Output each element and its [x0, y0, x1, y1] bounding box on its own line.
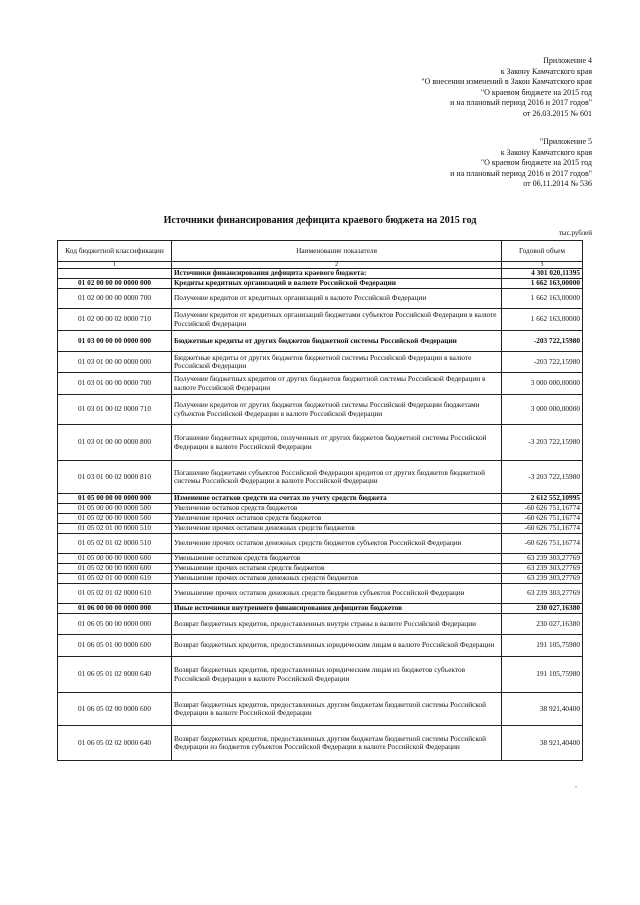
row-name: Получение кредитов от других бюджетов бюджетной системы Российской Федерации бюджетами субъектов Российской Федерации в валюте Российской Федерации	[172, 395, 502, 425]
row-name: Уменьшение прочих остатков средств бюджетов	[172, 564, 502, 574]
row-code: 01 03 01 00 00 0000 700	[58, 373, 172, 395]
appendix-header-old	[450, 137, 592, 190]
financing-sources-table	[57, 240, 583, 761]
table-row	[58, 604, 583, 614]
header-line: к Закону Камчатского края	[500, 66, 592, 76]
column-number-1: 1	[58, 262, 172, 269]
row-value: -203 722,15980	[502, 331, 583, 352]
header-line: "О краевом бюджете на 2015 год	[480, 87, 592, 97]
row-name: Уменьшение остатков средств бюджетов	[172, 554, 502, 564]
table-row	[58, 635, 583, 657]
row-value: -60 626 751,16774	[502, 524, 583, 534]
table-row	[58, 461, 583, 494]
row-name: Погашение бюджетных кредитов, полученных от других бюджетов бюджетной системы Российской Федерации в валюте Российской Федерации	[172, 425, 502, 461]
row-code: 01 06 05 02 00 0000 600	[58, 693, 172, 726]
row-value: 230 027,16380	[502, 604, 583, 614]
row-code: 01 05 02 01 00 0000 510	[58, 524, 172, 534]
row-code: 01 05 00 00 00 0000 600	[58, 554, 172, 564]
row-value: 1 662 163,00000	[502, 289, 583, 309]
table-row	[58, 289, 583, 309]
row-value: 63 239 303,27769	[502, 554, 583, 564]
row-code: 01 05 02 01 02 0000 510	[58, 534, 172, 554]
row-value: 63 239 303,27769	[502, 584, 583, 604]
row-code: 01 05 02 01 00 0000 610	[58, 574, 172, 584]
table-row	[58, 279, 583, 289]
table-row	[58, 269, 583, 279]
row-code: 01 05 02 00 00 0000 500	[58, 514, 172, 524]
row-name: Возврат бюджетных кредитов, предоставленных юридическим лицам из бюджетов субъектов Российской Федерации в валюте Российской Федерации	[172, 657, 502, 693]
row-name: Получение бюджетных кредитов от других бюджетов бюджетной системы Российской Федерации в валюте Российской Федерации	[172, 373, 502, 395]
table-row	[58, 554, 583, 564]
table-row	[58, 395, 583, 425]
row-code: 01 03 01 00 00 0000 000	[58, 352, 172, 373]
table-row	[58, 574, 583, 584]
header-line: от 06.11.2014 № 536	[523, 179, 592, 189]
row-name: Бюджетные кредиты от других бюджетов бюджетной системы Российской Федерации	[172, 331, 502, 352]
row-value: 3 000 000,00000	[502, 373, 583, 395]
row-code: 01 06 05 02 02 0000 640	[58, 726, 172, 761]
row-value: 2 612 552,10995	[502, 494, 583, 504]
row-code: 01 03 01 00 02 0000 810	[58, 461, 172, 494]
row-name: Увеличение прочих остатков денежных средств бюджетов	[172, 524, 502, 534]
table-row	[58, 514, 583, 524]
row-value: -60 626 751,16774	[502, 504, 583, 514]
column-header-value: Годовой объем	[502, 241, 583, 262]
row-value: 38 921,40400	[502, 726, 583, 761]
row-name: Возврат бюджетных кредитов, предоставленных внутри страны в валюте Российской Федерации	[172, 614, 502, 635]
row-name: Увеличение прочих остатков денежных средств бюджетов субъектов Российской Федерации	[172, 534, 502, 554]
unit-note: тыс.рублей	[558, 229, 592, 237]
header-line: "О внесении изменений в Закон Камчатского края	[421, 77, 592, 87]
row-name: Получение кредитов от кредитных организаций бюджетами субъектов Российской Федерации в валюте Российской Федерации	[172, 309, 502, 331]
header-line: и на плановый период 2016 и 2017 годов"	[450, 98, 592, 108]
row-value: 191 105,75980	[502, 635, 583, 657]
row-value: 1 662 163,00000	[502, 279, 583, 289]
row-name: Иные источники внутреннего финансирования дефицитов бюджетов	[172, 604, 502, 614]
row-code: 01 06 05 01 00 0000 600	[58, 635, 172, 657]
row-value: 63 239 303,27769	[502, 564, 583, 574]
table-row	[58, 494, 583, 504]
row-value: -60 626 751,16774	[502, 514, 583, 524]
header-line: "Приложение 5	[539, 137, 592, 146]
row-code: 01 03 00 00 00 0000 000	[58, 331, 172, 352]
row-code: 01 03 01 00 00 0000 800	[58, 425, 172, 461]
row-value: 63 239 303,27769	[502, 574, 583, 584]
row-code: 01 05 00 00 00 0000 500	[58, 504, 172, 514]
row-value: 38 921,40400	[502, 693, 583, 726]
table-row	[58, 309, 583, 331]
row-code: 01 06 00 00 00 0000 000	[58, 604, 172, 614]
row-code	[58, 269, 172, 279]
appendix-header-new	[421, 56, 592, 120]
row-name: Погашение бюджетами субъектов Российской Федерации кредитов от других бюджетов бюджетной системы Российской Федерации в валюте Российской Федерации	[172, 461, 502, 494]
row-value: -3 203 722,15980	[502, 425, 583, 461]
table-row	[58, 504, 583, 514]
table-row	[58, 564, 583, 574]
row-value: 191 105,75980	[502, 657, 583, 693]
table-row	[58, 425, 583, 461]
row-name: Возврат бюджетных кредитов, предоставленных другим бюджетам бюджетной системы Российской Федерации в валюте Российской Федерации	[172, 693, 502, 726]
header-line: "О краевом бюджете на 2015 год	[480, 158, 592, 168]
row-name: Уменьшение прочих остатков денежных средств бюджетов	[172, 574, 502, 584]
row-code: 01 02 00 00 02 0000 710	[58, 309, 172, 331]
row-name: Уменьшение прочих остатков денежных средств бюджетов субъектов Российской Федерации	[172, 584, 502, 604]
row-code: 01 03 01 00 02 0000 710	[58, 395, 172, 425]
row-name: Увеличение остатков средств бюджетов	[172, 504, 502, 514]
column-number-3: 3	[502, 262, 583, 269]
header-line: Приложение 4	[543, 56, 592, 65]
corner-quote-mark: "	[575, 786, 578, 792]
row-value: 4 301 020,11395	[502, 269, 583, 279]
table-row	[58, 614, 583, 635]
header-line: к Закону Камчатского края	[500, 147, 592, 157]
row-name: Получение кредитов от кредитных организаций в валюте Российской Федерации	[172, 289, 502, 309]
table-row	[58, 331, 583, 352]
row-code: 01 06 05 00 00 0000 000	[58, 614, 172, 635]
table-row	[58, 534, 583, 554]
row-code: 01 02 00 00 00 0000 000	[58, 279, 172, 289]
row-code: 01 06 05 01 02 0000 640	[58, 657, 172, 693]
row-name: Бюджетные кредиты от других бюджетов бюджетной системы Российской Федерации в валюте Российской Федерации	[172, 352, 502, 373]
row-name: Возврат бюджетных кредитов, предоставленных юридическим лицам в валюте Российской Федерации	[172, 635, 502, 657]
row-name: Увеличение прочих остатков средств бюджетов	[172, 514, 502, 524]
row-name: Источники финансирования дефицита краевого бюджета:	[172, 269, 502, 279]
row-code: 01 05 02 00 00 0000 600	[58, 564, 172, 574]
table-row	[58, 657, 583, 693]
table-body	[58, 269, 583, 761]
row-value: 1 662 163,00000	[502, 309, 583, 331]
column-header-name: Наименование показателя	[172, 241, 502, 262]
row-name: Изменение остатков средств на счетах по учету средств бюджета	[172, 494, 502, 504]
table-row	[58, 352, 583, 373]
table-row	[58, 524, 583, 534]
row-name: Кредиты кредитных организаций в валюте Российской Федерации	[172, 279, 502, 289]
row-value: -3 203 722,15980	[502, 461, 583, 494]
row-code: 01 05 02 01 02 0000 610	[58, 584, 172, 604]
column-number-2: 2	[172, 262, 502, 269]
table-row	[58, 584, 583, 604]
row-value: 230 027,16380	[502, 614, 583, 635]
header-line: от 26.03.2015 № 601	[522, 108, 592, 118]
row-code: 01 02 00 00 00 0000 700	[58, 289, 172, 309]
row-value: -60 626 751,16774	[502, 534, 583, 554]
table-row	[58, 693, 583, 726]
row-name: Возврат бюджетных кредитов, предоставленных другим бюджетам бюджетной системы Российской Федерации из бюджетов субъектов Российской Федерации в валюте Российской Федерации	[172, 726, 502, 761]
column-header-code: Код бюджетной классификации	[58, 241, 172, 262]
header-line: и на плановый период 2016 и 2017 годов"	[450, 168, 592, 178]
table-row	[58, 726, 583, 761]
table-row	[58, 373, 583, 395]
row-value: 3 000 000,00000	[502, 395, 583, 425]
row-value: -203 722,15980	[502, 352, 583, 373]
document-title: Источники финансирования дефицита краевого бюджета на 2015 год	[163, 215, 477, 226]
row-code: 01 05 00 00 00 0000 000	[58, 494, 172, 504]
